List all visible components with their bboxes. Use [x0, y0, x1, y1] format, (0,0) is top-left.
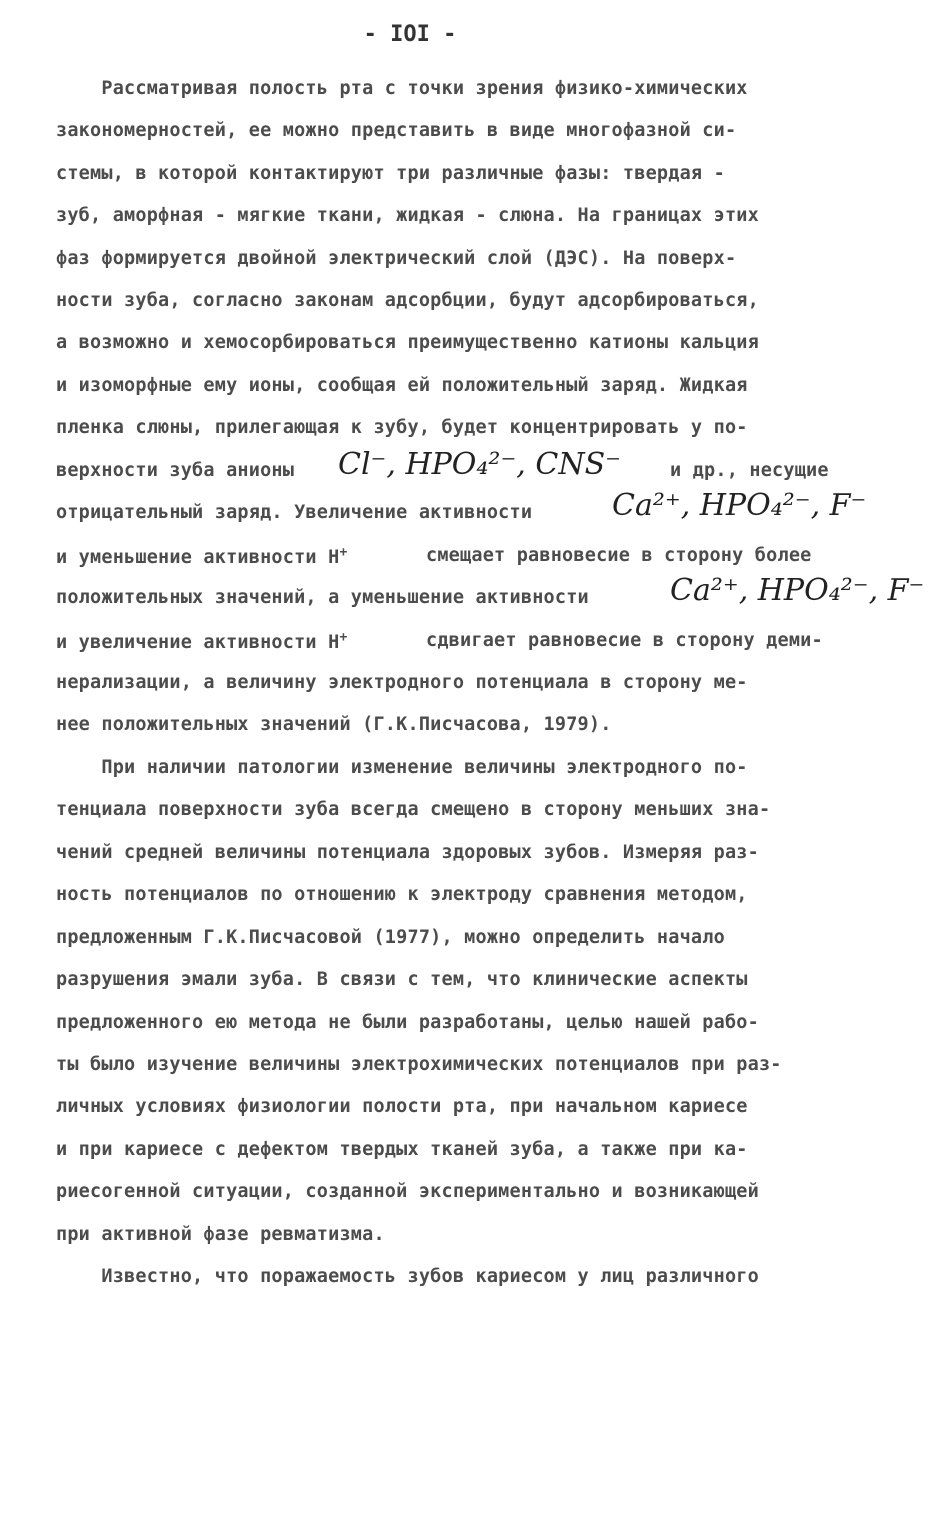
text-line: при активной фазе ревматизма. [56, 1224, 385, 1245]
text-line: ности зуба, согласно законам адсорбции, будут адсорбироваться, [56, 290, 759, 311]
text-line: Рассматривая полость рта с точки зрения физико-химических [56, 78, 748, 99]
text-line: и при кариесе с дефектом твердых тканей зуба, а также при ка- [56, 1139, 748, 1160]
text-line: и изоморфные ему ионы, сообщая ей положительный заряд. Жидкая [56, 375, 748, 396]
page-number: - IOI - [363, 22, 457, 47]
text-line: нее положительных значений (Г.К.Писчасова, 1979). [56, 714, 612, 735]
text-line: и др., несущие [670, 460, 829, 481]
text-line: чений средней величины потенциала здоровых зубов. Измеряя раз- [56, 842, 759, 863]
text-line: разрушения эмали зуба. В связи с тем, что клинические аспекты [56, 969, 748, 990]
text-line: ты было изучение величины электрохимических потенциалов при раз- [56, 1054, 782, 1075]
text-line: риесогенной ситуации, созданной экспериментально и возникающей [56, 1181, 759, 1202]
text-line: личных условиях физиологии полости рта, при начальном кариесе [56, 1096, 748, 1117]
text-line-h-plus: и уменьшение активности Н+ [56, 545, 348, 569]
text-line: отрицательный заряд. Увеличение активности [56, 502, 533, 523]
text-line: пленка слюны, прилегающая к зубу, будет концентрировать у по- [56, 417, 748, 438]
handwritten-ions-2: Ca²⁺, HPO₄²⁻, F⁻ [670, 573, 925, 608]
text-line: При наличии патологии изменение величины электродного по- [56, 757, 748, 778]
text-line: ность потенциалов по отношению к электроду сравнения методом, [56, 884, 748, 905]
text-line: Известно, что поражаемость зубов кариесом у лиц различного [56, 1266, 759, 1287]
text-line: нерализации, а величину электродного потенциала в сторону ме- [56, 672, 748, 693]
text-line: положительных значений, а уменьшение активности [56, 587, 589, 608]
handwritten-ions-1: Ca²⁺, HPO₄²⁻, F⁻ [612, 488, 867, 523]
text-line: фаз формируется двойной электрический слой (ДЭС). На поверх- [56, 248, 737, 269]
text-line: сдвигает равновесие в сторону деми- [426, 630, 823, 651]
text-line: стемы, в которой контактируют три различные фазы: твердая - [56, 163, 725, 184]
text-line: зуб, аморфная - мягкие ткани, жидкая - слюна. На границах этих [56, 205, 759, 226]
text-line: предложенного ею метода не были разработаны, целью нашей рабо- [56, 1012, 759, 1033]
text-line: а возможно и хемосорбироваться преимущественно катионы кальция [56, 332, 759, 353]
text-line: закономерностей, ее можно представить в виде многофазной си- [56, 120, 737, 141]
h-plus-superscript: + [339, 630, 348, 645]
text-line: верхности зуба анионы [56, 460, 295, 481]
text-line: тенциала поверхности зуба всегда смещено в сторону меньших зна- [56, 799, 771, 820]
handwritten-anions: Cl⁻, HPO₄²⁻, CNS⁻ [338, 447, 621, 482]
text-line-h-plus: и увеличение активности Н+ [56, 630, 348, 654]
h-plus-superscript: + [339, 545, 348, 560]
text-line: предложенным Г.К.Писчасовой (1977), можно определить начало [56, 927, 725, 948]
text-line: смещает равновесие в сторону более [426, 545, 812, 566]
